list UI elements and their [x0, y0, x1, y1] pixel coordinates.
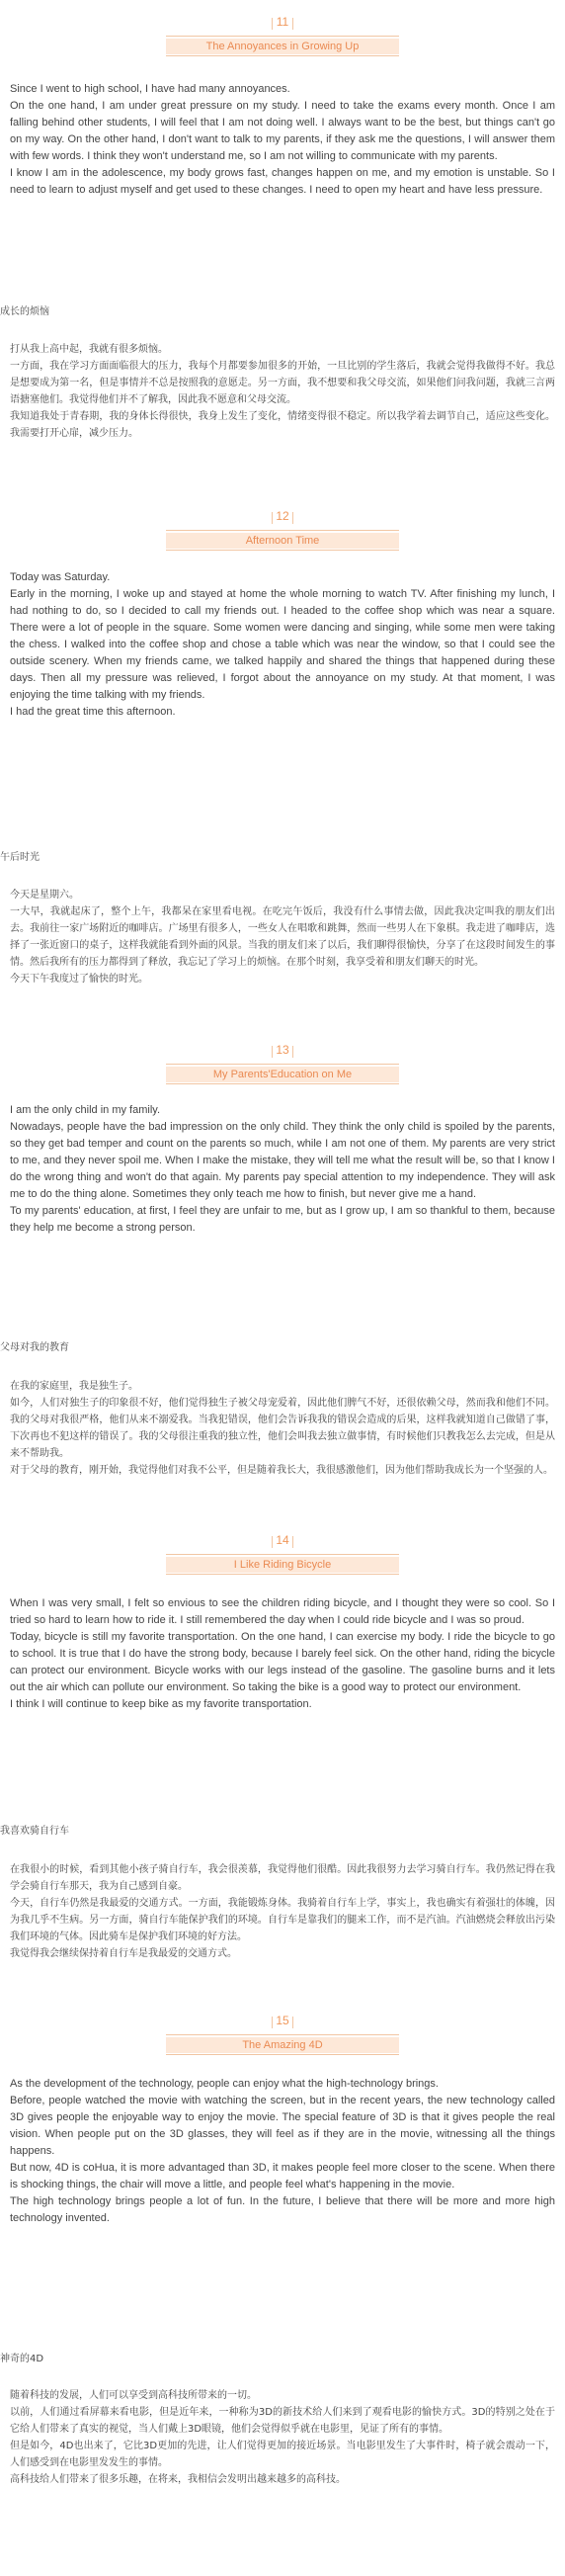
paragraph: 以前，人们通过看屏幕来看电影，但是近年来，一种称为3D的新技术给人们来到了观看电影的愉快方式。3D的特别之处在于它给人们带来了真实的视觉，当人们戴上3D眼镜，他们会觉得似乎就在电影里，见证了所有的事情。 [10, 2407, 555, 2435]
header-divider [166, 55, 399, 56]
essay-14 [0, 1528, 565, 1578]
chinese-text [10, 341, 555, 442]
paragraph: 我知道我处于青春期，我的身体长得很快，我身上发生了变化，情绪变得很不稳定。所以我学着去调节自己，适应这些变化。我需要打开心扉，减少压力。 [10, 411, 555, 439]
essay-13 [0, 1038, 565, 1087]
paragraph: 但是如今，4D也出来了，它比3D更加的先进，让人们觉得更加的接近场景。当电影里发生了大事件时，椅子就会震动一下，人们感受到在电影里发发生的事情。 [10, 2441, 555, 2468]
paragraph: 一方面，我在学习方面面临很大的压力，我每个月都要参加很多的开始，一旦比别的学生落后，我就会觉得我做得不好。我总是想要成为第一名，但是事情并不总是按照我的意愿走。另一方面，我不想要和我父母交流，如果他们问我问题，我就三言两语搪塞他们。我觉得他们并不了解我，因此我不愿意和父母交流。 [10, 361, 555, 405]
essay-12 [0, 504, 565, 554]
chinese-title: 成长的烦恼 [0, 306, 49, 317]
section-number: 11 [268, 15, 297, 33]
section-header [0, 10, 565, 59]
header-divider [166, 550, 399, 551]
section-header [0, 1038, 565, 1087]
paragraph: Since I went to high school, I have had many annoyances. [10, 83, 290, 95]
paragraph: But now, 4D is coHua, it is more advantaged than 3D, it makes people feel more closer to the scene. When there is shocking things, the chair will move a little, and people feel what's happening in the movie. [10, 2162, 555, 2190]
paragraph: 在我的家庭里，我是独生子。 [10, 1381, 138, 1392]
paragraph: 打从我上高中起，我就有很多烦恼。 [10, 344, 168, 355]
header-divider [166, 2054, 399, 2055]
section-header [0, 1528, 565, 1578]
paragraph: 随着科技的发展，人们可以享受到高科技所带来的一切。 [10, 2390, 257, 2401]
paragraph: Nowadays, people have the bad impression on the only child. They think the only child is spoiled by the parents, so they get bad temper and count on the parents so much, while I am not one of them. My parents are very strict to me, and they never spoil me. When I make the mistake, they will tell me what the result will be, so that I know I do the wrong thing and won't do that again. My parents pay special attention to my independence. They will ask me to do the thing alone. Sometimes they only teach me how to finish, but never give me a hand. [10, 1121, 555, 1200]
english-text [10, 2076, 555, 2227]
english-text [10, 1102, 555, 1237]
english-text [10, 81, 555, 199]
paragraph: To my parents' education, at first, I feel they are unfair to me, but as I grow up, I am so thankful to them, because they help me become a strong person. [10, 1205, 555, 1234]
paragraph: On the one hand, I am under great pressure on my study. I need to take the exams every month. Once I am falling behind other students, I will feel that I am not doing well. I always want to be the best, but things can't go on my way. On the other hand, I don't want to talk to my parents, if they ask me the questions, I will answer them with few words. I think they won't understand me, so I am not willing to communicate with my parents. [10, 100, 555, 162]
section-header [0, 504, 565, 554]
header-divider [166, 2034, 399, 2035]
paragraph: Before, people watched the movie with watching the screen, but in the recent years, the new technology called 3D gives people the enjoyable way to enjoy the movie. The special feature of 3D is that it gives people the real vision. When people put on the 3D glasses, they will feel as if they are in the movie, witnessing all the things happens. [10, 2095, 555, 2157]
chinese-title: 神奇的4D [0, 2354, 44, 2364]
english-text [10, 1595, 555, 1713]
paragraph: I am the only child in my family. [10, 1104, 161, 1116]
section-title: Afternoon Time [166, 533, 399, 549]
paragraph: 今天下午我度过了愉快的时光。 [10, 974, 148, 985]
header-divider [166, 36, 399, 37]
header-divider [166, 1064, 399, 1065]
paragraph: I know I am in the adolescence, my body grows fast, changes happen on me, and my emotion is unstable. So I need to learn to adjust myself and get used to these changes. I need to open my heart and have less pressure. [10, 167, 555, 196]
chinese-title: 午后时光 [0, 852, 40, 863]
section-title: The Amazing 4D [166, 2037, 399, 2053]
section-title: My Parents'Education on Me [166, 1067, 399, 1082]
paragraph: 对于父母的教育，刚开始，我觉得他们对我不公平，但是随着我长大，我很感激他们，因为他们帮助我成长为一个坚强的人。 [10, 1465, 553, 1476]
section-title: The Annoyances in Growing Up [166, 39, 399, 54]
paragraph: I think I will continue to keep bike as my favorite transportation. [10, 1698, 312, 1710]
paragraph: 今天是星期六。 [10, 890, 79, 901]
paragraph: 如今，人们对独生子的印象很不好，他们觉得独生子被父母宠爱着，因此他们脾气不好，还很依赖父母，然而我和他们不同。我的父母对我很严格，他们从来不溺爱我。当我犯错误，他们会告诉我我的错误会造成的后果，这样我就知道自己做错了事，下次再也不犯这样的错误了。我的父母很注重我的独立性，他们会叫我去独立做事情，有时候他们只教我怎么去完成，但是从来不帮助我。 [10, 1398, 555, 1459]
paragraph: Today was Saturday. [10, 571, 111, 583]
english-text [10, 569, 555, 721]
paragraph: 一大早，我就起床了，整个上午，我都呆在家里看电视。在吃完午饭后，我没有什么事情去做，因此我决定叫我的朋友们出去。我前往一家广场附近的咖啡店。广场里有很多人，一些女人在唱歌和跳舞，然而一些男人在下象棋。我走进了咖啡店，选择了一张近窗口的桌子，这样我就能看到外面的风景。当我的朋友们来了以后，我们聊得很愉快，分享了在这段时间发生的事情。然后我所有的压力都得到了释放，我忘记了学习上的烦恼。在那个时刻，我享受着和朋友们聊天的时光。 [10, 906, 555, 968]
section-title: I Like Riding Bicycle [166, 1557, 399, 1573]
section-number: 12 [268, 509, 297, 527]
chinese-text [10, 1378, 555, 1479]
paragraph: 我觉得我会继续保持着自行车是我最爱的交通方式。 [10, 1948, 237, 1959]
paragraph: Early in the morning, I woke up and stayed at home the whole morning to watch TV. After finishing my lunch, I had nothing to do, so I decided to call my friends out. I headed to the coffee shop which was near a square. There were a lot of people in the square. Some women were dancing and singing, while some men were taking the chess. I walked into the coffee shop and chose a table which was near the window, so that I could see the outside scenery. When my friends came, we talked happily and shared the things that happened during these days. Then all my pressure was relieved, I forgot about the annoyance on my study. At that moment, I was enjoying the time talking with my friends. [10, 588, 555, 701]
chinese-title: 父母对我的教育 [0, 1342, 69, 1353]
paragraph: I had the great time this afternoon. [10, 706, 176, 718]
paragraph: 今天，自行车仍然是我最爱的交通方式。一方面，我能锻炼身体。我骑着自行车上学，事实上，我也确实有着强壮的体魄，因为我几乎不生病。另一方面，骑自行车能保护我们的环境。自行车是靠我们的腿来工作，而不是汽油。汽油燃烧会释放出污染我们环境的气体。因此骑车是保护我们环境的好方法。 [10, 1898, 555, 1942]
section-number: 14 [268, 1533, 297, 1551]
section-header [0, 2009, 565, 2058]
section-number: 13 [268, 1043, 297, 1061]
paragraph: Today, bicycle is still my favorite transportation. On the one hand, I can exercise my body. I ride the bicycle to go to school. It is true that I do have the strong body, because I barely feel sick. On the other hand, riding the bicycle can protect our environment. Bicycle works with our legs instead of the gasoline. The gasoline burns and it lets out the air which can pollute our environment. So taking the bike is a good way to protect our environment. [10, 1631, 555, 1693]
chinese-text [10, 887, 555, 987]
paragraph: 高科技给人们带来了很多乐趣，在将来，我相信会发明出越来越多的高科技。 [10, 2474, 346, 2485]
chinese-text [10, 1861, 555, 1962]
header-divider [166, 1554, 399, 1555]
chinese-text [10, 2387, 555, 2488]
essay-11 [0, 10, 565, 59]
section-number: 15 [268, 2014, 297, 2031]
paragraph: When I was very small, I felt so envious to see the children riding bicycle, and I thought they were so cool. So I tried so hard to learn how to ride it. I still remembered the day when I could ride bicycle and I was so proud. [10, 1597, 555, 1626]
header-divider [166, 530, 399, 531]
paragraph: The high technology brings people a lot of fun. In the future, I believe that there will be more and more high technology invented. [10, 2195, 555, 2224]
paragraph: As the development of the technology, people can enjoy what the high-technology brings. [10, 2078, 439, 2090]
paragraph: 在我很小的时候，看到其他小孩子骑自行车，我会很羡慕，我觉得他们很酷。因此我很努力去学习骑自行车。我仍然记得在我学会骑自行车那天，我为自己感到自豪。 [10, 1864, 555, 1892]
header-divider [166, 1083, 399, 1084]
essay-15 [0, 2009, 565, 2058]
header-divider [166, 1574, 399, 1575]
chinese-title: 我喜欢骑自行车 [0, 1826, 69, 1837]
